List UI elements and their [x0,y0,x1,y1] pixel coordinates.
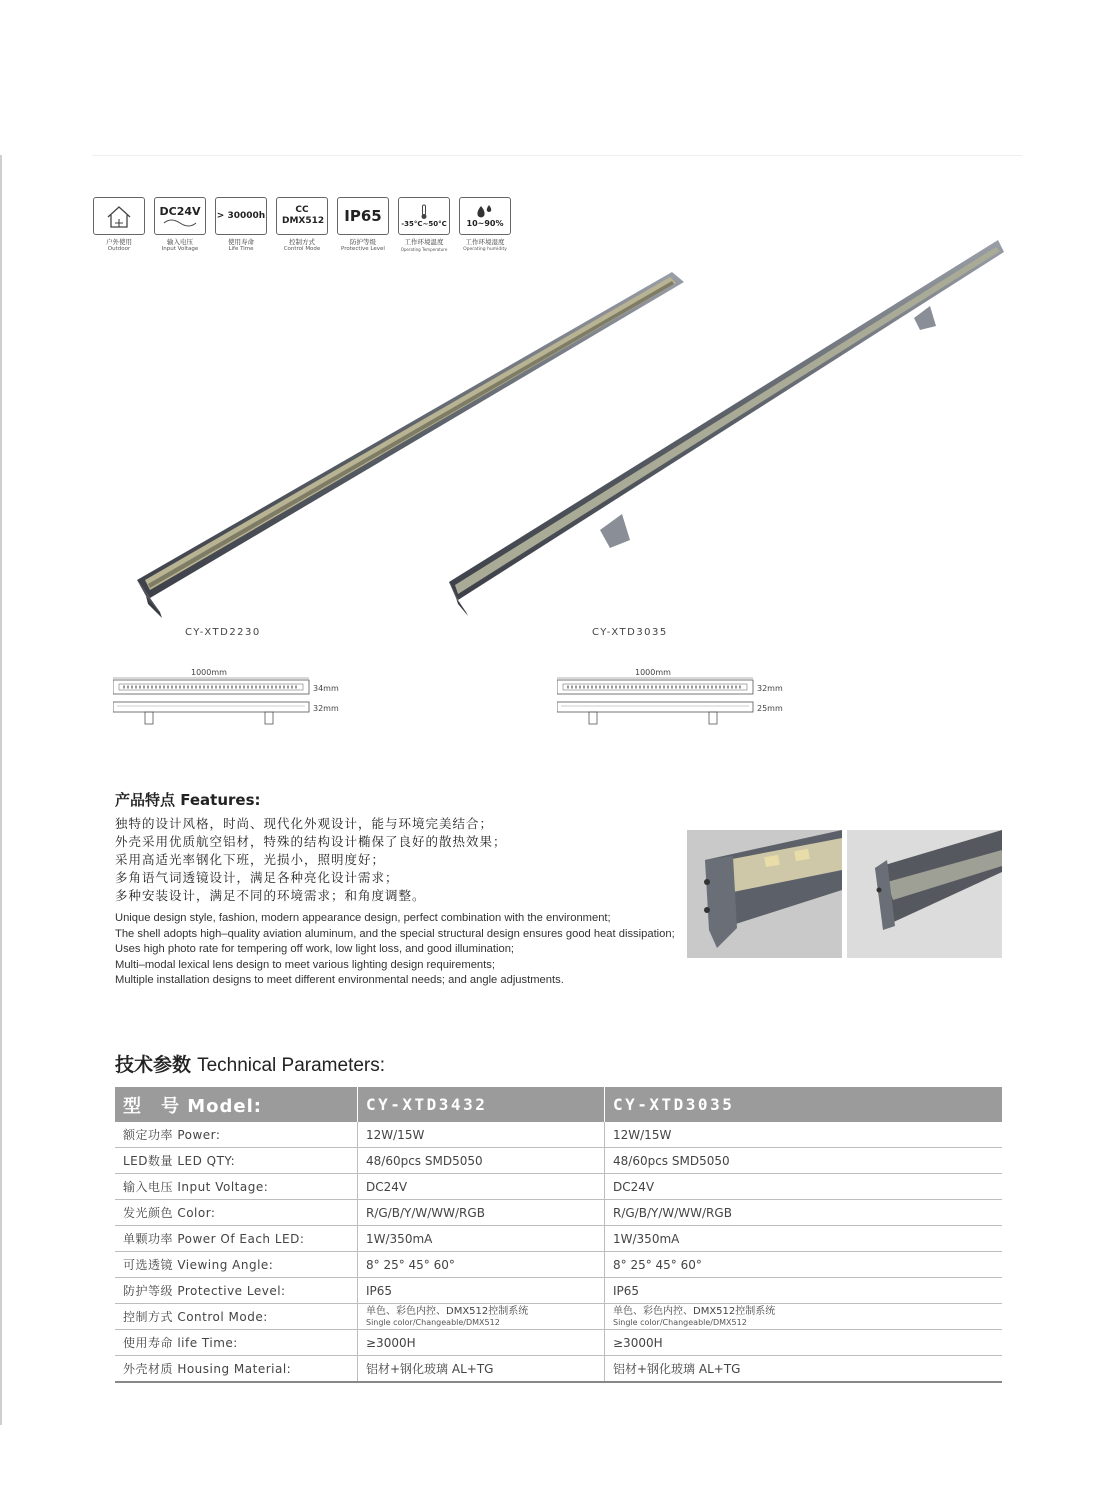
lifetime-icon-text: > 30000h [216,211,266,221]
ip-rating-icon-text: IP65 [344,207,382,225]
param-value-a: DC24V [358,1174,605,1200]
param-value-b: 12W/15W [605,1122,1003,1148]
table-row [115,1122,1002,1148]
dimension-height-bottom: 25mm [757,704,783,713]
feature-cn-line: 独特的设计风格，时尚、现代化外观设计，能与环境完美结合； [115,816,494,831]
dimension-length: 1000mm [191,668,227,677]
dimension-height-top: 34mm [313,684,339,693]
dimension-height-bottom: 32mm [313,704,339,713]
product-illustrations [0,0,1100,640]
param-label: LED数量 LED QTY: [115,1148,358,1174]
feature-en-line: Unique design style, fashion, modern appearance design, perfect combination with the environment; [115,912,611,924]
param-value-a: 48/60pcs SMD5050 [358,1148,605,1174]
param-value-b: 铝材+钢化玻璃 AL+TG [605,1356,1003,1383]
icon-label-en: Control Mode [283,246,321,252]
param-label: 发光颜色 Color: [115,1200,358,1226]
icon-label-cn: 工作环境湿度 [465,238,505,246]
dimension-length: 1000mm [635,668,671,677]
table-row [115,1278,1002,1304]
param-value-b: R/G/B/Y/W/WW/RGB [605,1200,1003,1226]
table-row [115,1356,1002,1383]
icon-label-en: Operating Temperature [400,247,448,252]
param-value-a: R/G/B/Y/W/WW/RGB [358,1200,605,1226]
model-header-b: CY-XTD3035 [605,1087,1003,1122]
table-row [115,1304,1002,1330]
tech-params-table [115,1087,1002,1383]
icon-label-cn: 控制方式 [289,238,315,246]
icon-label-cn: 防护等级 [350,238,376,246]
tech-params-title-en: Technical Parameters: [197,1055,386,1076]
param-label: 可选透镜 Viewing Angle: [115,1252,358,1278]
dimension-height-top: 32mm [757,684,783,693]
param-label: 防护等级 Protective Level: [115,1278,358,1304]
product-model-left: CY-XTD2230 [185,627,261,638]
param-value-b: ≥3000H [605,1330,1003,1356]
features-en-list [115,911,675,989]
param-value-a: ≥3000H [358,1330,605,1356]
table-row [115,1148,1002,1174]
feature-cn-line: 采用高适光率钢化下班，光损小，照明度好； [115,852,386,867]
param-value-b-en: Single color/Changeable/DMX512 [613,1318,747,1327]
icon-label-en: Operating humidity [463,247,507,252]
table-header-row [115,1087,1002,1122]
param-value-b: IP65 [605,1278,1003,1304]
features-title: 产品特点 Features: [115,791,261,809]
param-value-b: 8° 25° 45° 60° [605,1252,1003,1278]
param-label: 单颗功率 Power Of Each LED: [115,1226,358,1252]
temperature-icon-text: -35°C~50°C [401,220,447,228]
model-header-a: CY-XTD3432 [358,1087,605,1122]
product-model-right: CY-XTD3035 [592,627,668,638]
product-closeup-photo-1 [687,830,842,958]
icon-label-cn: 工作环境温度 [404,238,444,246]
param-label: 额定功率 Power: [115,1122,358,1148]
param-value-a: 1W/350mA [358,1226,605,1252]
product-closeup-photo-2 [847,830,1002,958]
feature-en-line: Uses high photo rate for tempering off work, low light loss, and good illumination; [115,943,515,956]
tech-params-title [115,1050,385,1077]
table-row [115,1200,1002,1226]
icon-label-en: Protective Level [341,246,385,252]
product-image-left [137,272,684,618]
param-value-a-cn: 单色、彩色内控、DMX512控制系统 [366,1306,529,1317]
table-row [115,1252,1002,1278]
param-value-a: IP65 [358,1278,605,1304]
param-value-a: 8° 25° 45° 60° [358,1252,605,1278]
tech-params-title-cn: 技术参数 [115,1054,192,1076]
model-header-label: 型 号 Model: [115,1087,358,1122]
icon-label-cn: 输入电压 [167,238,193,246]
param-value-b: DC24V [605,1174,1003,1200]
param-value-b: 1W/350mA [605,1226,1003,1252]
control-icon-text: CC DMX512 [282,205,325,226]
icon-label-cn: 户外使用 [106,238,132,246]
icon-label-en: Life Time [228,246,254,252]
product-image-right [449,240,1004,616]
param-value-b-cn: 单色、彩色内控、DMX512控制系统 [613,1306,776,1317]
param-value-b: 48/60pcs SMD5050 [605,1148,1003,1174]
feature-en-line: The shell adopts high–quality aviation aluminum, and the special structural design ensures good heat dissipation; [115,927,675,940]
features-cn-list [115,815,507,905]
table-row [115,1226,1002,1252]
param-label: 使用寿命 life Time: [115,1330,358,1356]
humidity-icon-text: 10~90% [466,219,504,228]
param-label: 外壳材质 Housing Material: [115,1356,358,1383]
feature-en-line: Multi–modal lexical lens design to meet various lighting design requirements; [115,958,495,971]
feature-cn-line: 外壳采用优质航空铝材，特殊的结构设计椭保了良好的散热效果； [115,834,507,849]
dimension-drawing-right [557,668,797,728]
param-label: 控制方式 Control Mode: [115,1304,358,1330]
param-value-a-en: Single color/Changeable/DMX512 [366,1318,500,1327]
icon-label-cn: 使用寿命 [228,238,254,246]
param-value-a: 12W/15W [358,1122,605,1148]
voltage-icon-text: DC24V [159,204,201,218]
param-value-a: 铝材+钢化玻璃 AL+TG [358,1356,605,1383]
param-label: 输入电压 Input Voltage: [115,1174,358,1200]
param-value-b [605,1304,1003,1330]
dimension-drawing-left [113,668,353,728]
feature-cn-line: 多角语气词透镜设计，满足各种亮化设计需求； [115,870,399,885]
icon-label-en: Outdoor [107,246,131,252]
param-value-a [358,1304,605,1330]
table-row [115,1174,1002,1200]
feature-cn-line: 多种安装设计，满足不同的环境需求；和角度调整。 [115,888,426,903]
table-row [115,1330,1002,1356]
icon-label-en: Input Voltage [161,246,199,252]
feature-en-line: Multiple installation designs to meet different environmental needs; and angle adjustments. [115,974,564,987]
